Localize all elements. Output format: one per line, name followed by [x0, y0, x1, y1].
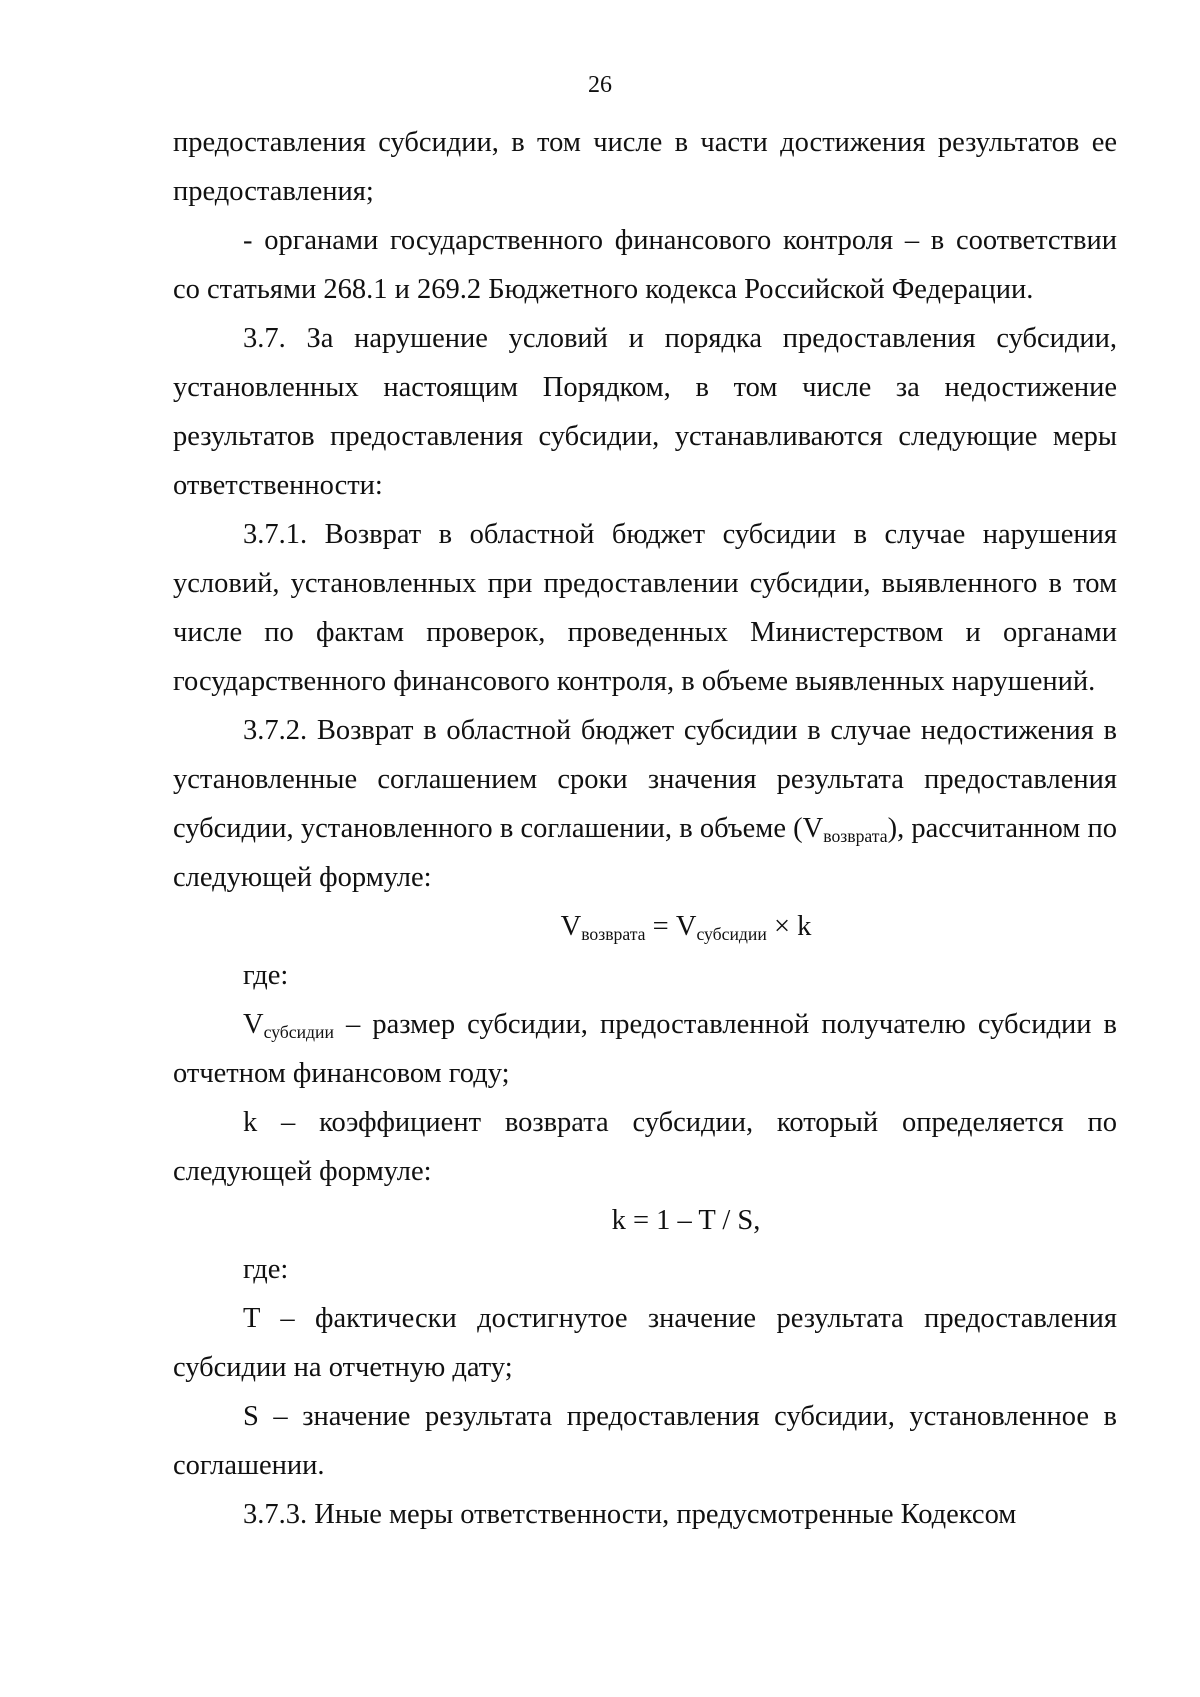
paragraph-t-definition: T – фактически достигнутое значение результата предоставления субсидии на отчетную дату;: [173, 1303, 1117, 1383]
v-subsidy-text: – размер субсидии, предоставленной получателю субсидии в отчетном финансовом году;: [173, 1009, 1117, 1089]
where-label-2: где:: [243, 1254, 289, 1285]
body-text: [173, 118, 1117, 1539]
v-subsidy-var: V: [243, 1009, 264, 1040]
formula-lhs-sub: возврата: [581, 923, 646, 944]
formula-rhs-rest: × k: [766, 911, 812, 942]
paragraph-3-7: 3.7. За нарушение условий и порядка предоставления субсидии, установленных настоящим Порядком, в том числе за недостижение результатов предоставления субсидии, устанавливаются следующие меры ответственности:: [173, 323, 1117, 501]
paragraph-v-subsidy: [173, 1000, 1117, 1098]
formula-k: k = 1 – T / S,: [611, 1205, 761, 1236]
formula-eq: =: [645, 911, 676, 942]
paragraph-control-bodies: - органами государственного финансового контроля – в соответствии со статьями 268.1 и 269.2 Бюджетного кодекса Российской Федерации.: [173, 225, 1117, 305]
v-return-subscript: возврата: [823, 825, 888, 846]
v-subsidy-sub: субсидии: [263, 1021, 334, 1042]
paragraph-3-7-2-text-before: 3.7.2. Возврат в областной бюджет субсидии в случае недостижения в установленные соглашением сроки значения результата предоставления субсидии, установленного в соглашении, в объеме (V: [173, 715, 1117, 844]
formula-rhs-var: V: [675, 911, 697, 942]
paragraph-s-definition: S – значение результата предоставления субсидии, установленное в соглашении.: [173, 1401, 1117, 1481]
formula-v-return: [173, 902, 1117, 951]
paragraph-3-7-1: 3.7.1. Возврат в областной бюджет субсидии в случае нарушения условий, установленных при предоставлении субсидии, выявленного в том числе по фактам проверок, проведенных Министерством и органами государственного финансового контроля, в объеме выявленных нарушений.: [173, 519, 1117, 697]
paragraph-3-7-3: 3.7.3. Иные меры ответственности, предусмотренные Кодексом: [243, 1499, 1017, 1530]
paragraph-3-7-2-text-after: ), рассчитанном по следующей формуле:: [173, 813, 1117, 893]
formula-rhs-sub: субсидии: [696, 923, 767, 944]
paragraph-3-7-2: [173, 706, 1117, 902]
page-number: 26: [588, 72, 612, 98]
where-label-1: где:: [243, 960, 289, 991]
paragraph-continuation: предоставления субсидии, в том числе в части достижения результатов ее предоставления;: [173, 127, 1117, 207]
paragraph-k-coefficient: k – коэффициент возврата субсидии, который определяется по следующей формуле:: [173, 1107, 1117, 1187]
formula-lhs-var: V: [560, 911, 582, 942]
